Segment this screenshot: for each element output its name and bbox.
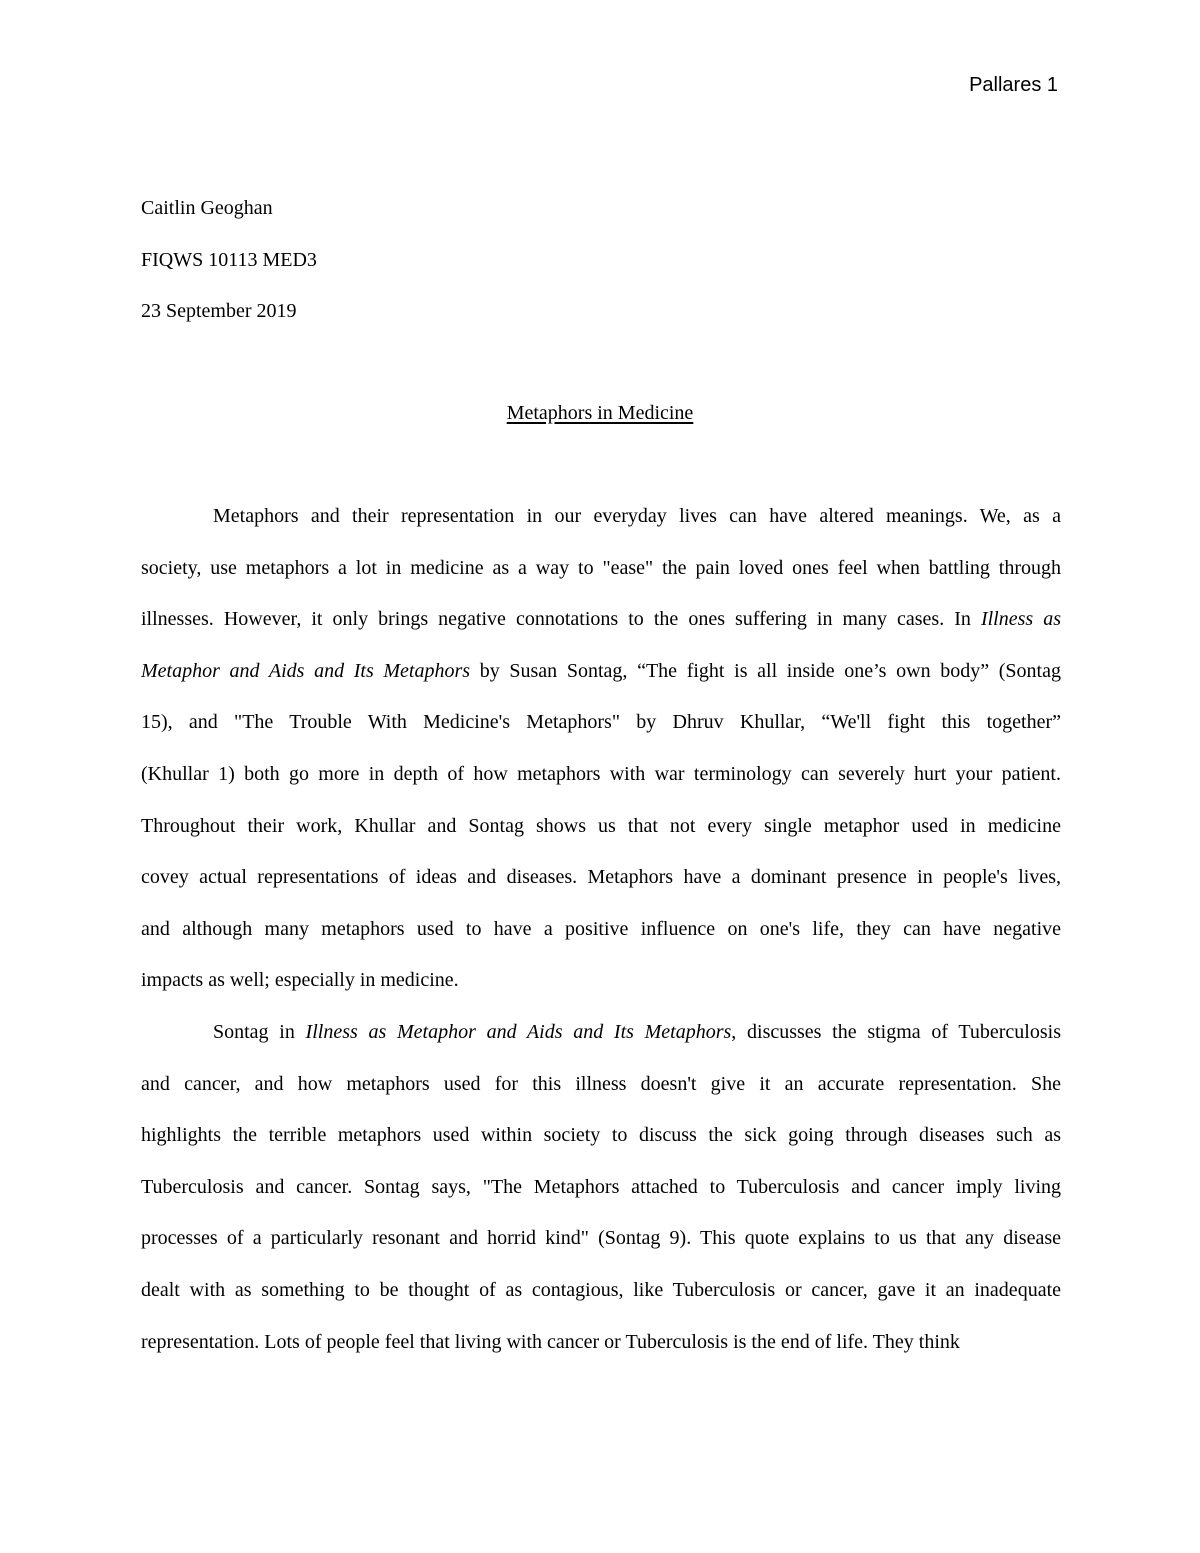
body-text-segment: and although many metaphors used to have a positive influence on one's life, they can have negative: [141, 917, 1061, 940]
essay-body: [141, 502, 1061, 1379]
body-line: [141, 605, 1061, 657]
course-code: FIQWS 10113 MED3: [141, 249, 317, 271]
body-text-segment: Tuberculosis and cancer. Sontag says, "The Metaphors attached to Tuberculosis and cancer imply living: [141, 1175, 1061, 1198]
body-text-segment: covey actual representations of ideas and diseases. Metaphors have a dominant presence in people's lives,: [141, 866, 1061, 889]
body-text-segment: illnesses. However, it only brings negative connotations to the ones suffering in many cases. In: [141, 608, 981, 631]
body-line: [141, 1018, 1061, 1070]
body-text-segment: society, use metaphors a lot in medicine as a way to "ease" the pain loved ones feel when battling through: [141, 556, 1061, 579]
body-line: [141, 812, 1061, 864]
body-line: [141, 1173, 1061, 1225]
body-line: [141, 1276, 1061, 1328]
body-line: [141, 708, 1061, 760]
author-name: Caitlin Geoghan: [141, 197, 273, 219]
book-title-text: Illness as: [980, 608, 1061, 631]
body-line: [141, 1224, 1061, 1276]
body-text-segment: Metaphors and their representation in our everyday lives can have altered meanings. We, as a: [213, 505, 1061, 527]
essay-title: Metaphors in Medicine: [506, 402, 694, 424]
body-line: [141, 1328, 1061, 1380]
body-text-segment: , discusses the stigma of Tuberculosis: [731, 1020, 1061, 1043]
running-head: Pallares 1: [969, 74, 1058, 96]
body-line: [141, 863, 1061, 915]
body-line: [141, 1121, 1061, 1173]
book-title-text: Metaphor and Aids and Its Metaphors: [141, 659, 471, 682]
body-text-segment: impacts as well; especially in medicine.: [141, 969, 459, 992]
book-title-text: Illness as Metaphor and Aids and Its Metaphors: [305, 1020, 732, 1043]
body-line: [141, 915, 1061, 967]
body-line: [141, 502, 1061, 554]
body-text-segment: processes of a particularly resonant and horrid kind" (Sontag 9). This quote explains to us that any disease: [141, 1227, 1061, 1250]
body-text-segment: 15), and "The Trouble With Medicine's Metaphors" by Dhruv Khullar, “We'll fight this together”: [141, 711, 1061, 734]
body-text-segment: representation. Lots of people feel that living with cancer or Tuberculosis is the end of life. They think: [141, 1330, 960, 1353]
body-text-segment: Throughout their work, Khullar and Sontag shows us that not every single metaphor used in medicine: [141, 814, 1061, 837]
body-line: [141, 1070, 1061, 1122]
body-text-segment: (Khullar 1) both go more in depth of how metaphors with war terminology can severely hurt your patient.: [141, 762, 1061, 785]
body-text-segment: dealt with as something to be thought of as contagious, like Tuberculosis or cancer, gave it an inadequate: [141, 1278, 1061, 1301]
body-text-segment: and cancer, and how metaphors used for this illness doesn't give it an accurate representation. She: [141, 1072, 1061, 1095]
body-line: [141, 657, 1061, 709]
body-text-segment: highlights the terrible metaphors used within society to discuss the sick going through diseases such as: [141, 1124, 1061, 1147]
body-line: [141, 966, 1061, 1018]
essay-date: 23 September 2019: [141, 300, 297, 322]
body-line: [141, 554, 1061, 606]
body-line: [141, 760, 1061, 812]
body-text-segment: by Susan Sontag, “The fight is all inside one’s own body” (Sontag: [470, 659, 1061, 682]
body-text-segment: Sontag in: [213, 1020, 306, 1043]
essay-title-block: [0, 400, 1200, 426]
